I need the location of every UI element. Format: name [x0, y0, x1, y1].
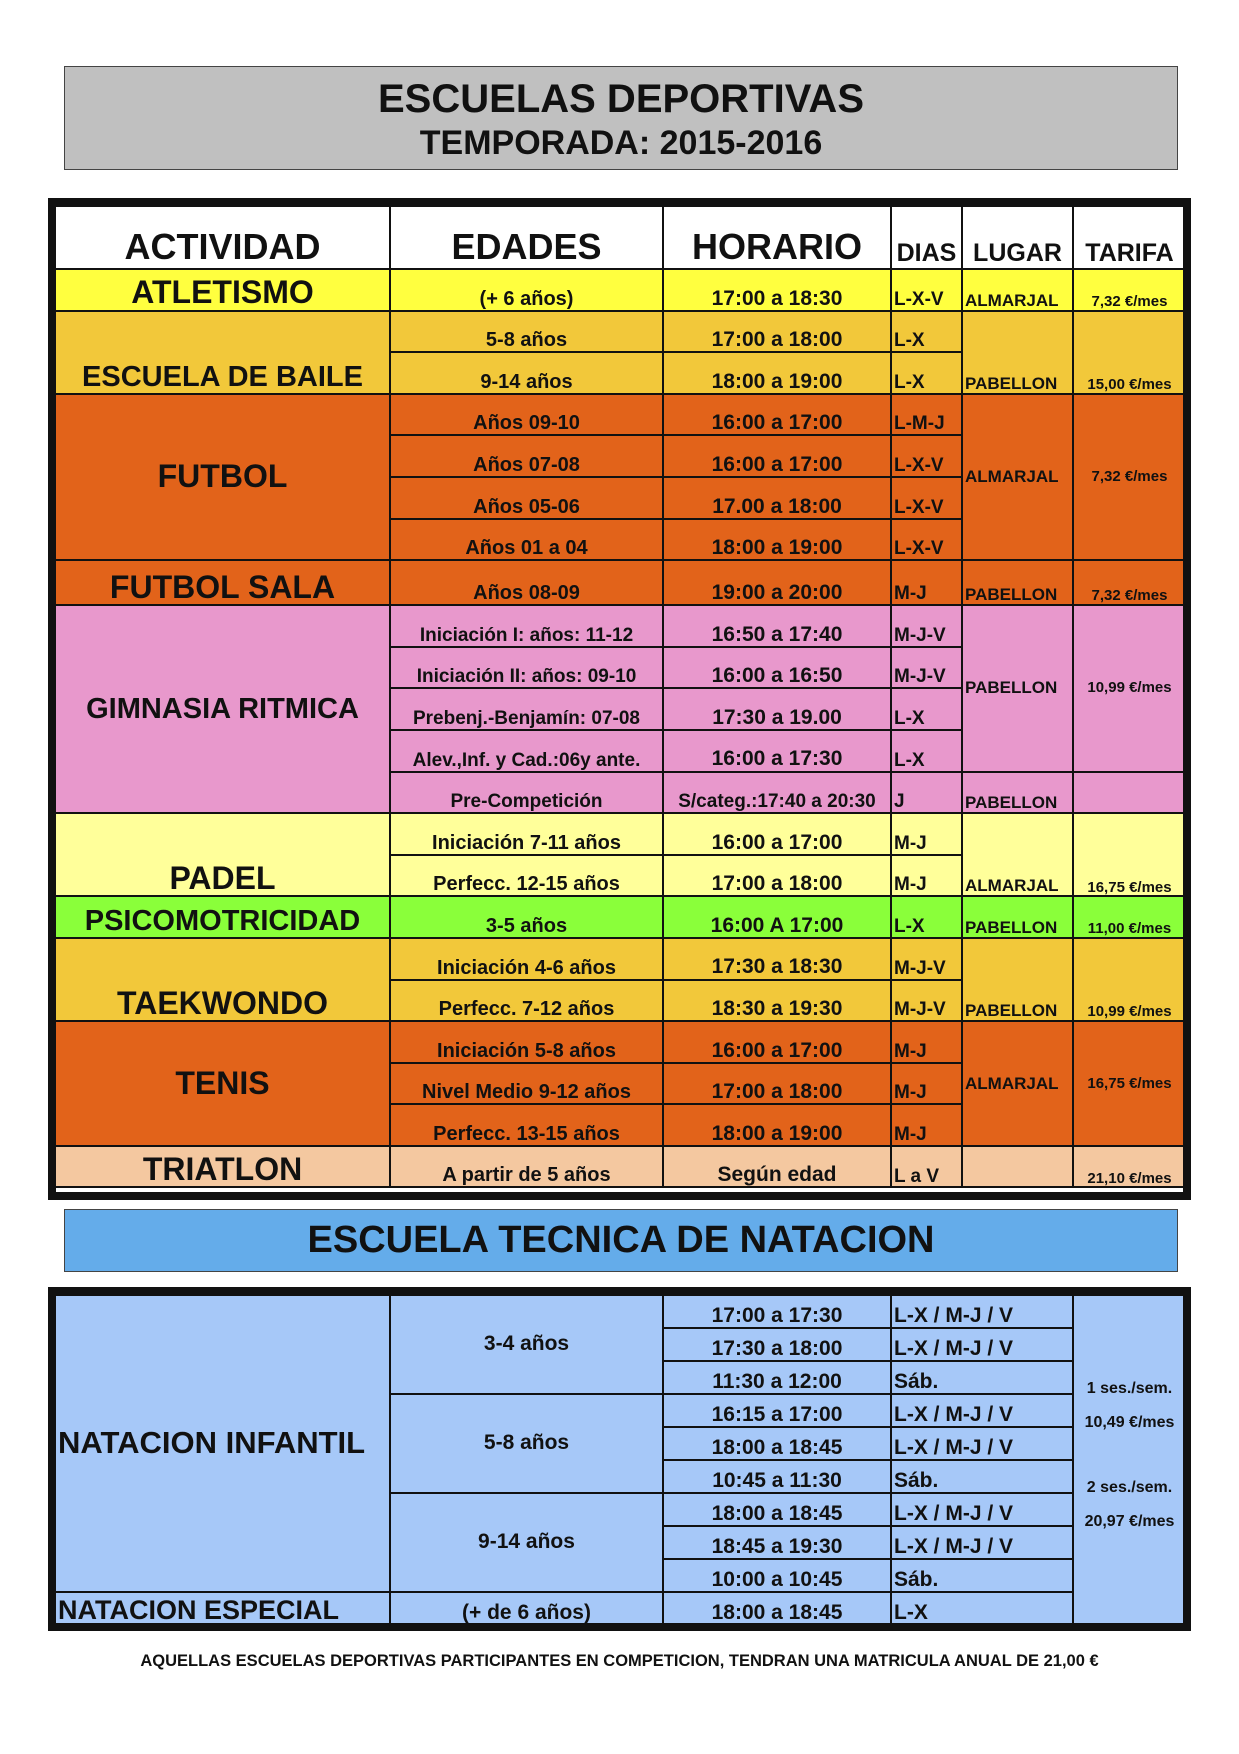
dias-cell: L-X: [891, 1592, 1073, 1625]
horario-cell: 17:00 a 18:00: [663, 1063, 891, 1105]
edad-cell: Perfecc. 7-12 años: [390, 980, 663, 1022]
title-box: [64, 66, 1178, 170]
lugar-cell: PABELLON: [962, 311, 1073, 394]
tarifa-sessions-1: 1 ses./sem.: [1086, 1379, 1173, 1397]
table-row: [55, 311, 1186, 353]
tarifa-cell: 21,10 €/mes: [1073, 1146, 1186, 1188]
natacion-table: [54, 1294, 1187, 1626]
table-row: [55, 813, 1186, 855]
horario-cell: 17:00 a 18:30: [663, 269, 891, 311]
horario-cell: 18:45 a 19:30: [663, 1526, 891, 1559]
activity-name: ATLETISMO: [55, 269, 390, 311]
horario-cell: S/categ.:17:40 a 20:30: [663, 772, 891, 814]
activity-name: ESCUELA DE BAILE: [55, 311, 390, 394]
horario-cell: 17:30 a 19.00: [663, 688, 891, 730]
edad-cell: Años 08-09: [390, 560, 663, 605]
horario-cell: 16:00 a 17:00: [663, 813, 891, 855]
activity-name: PADEL: [55, 813, 390, 896]
table-row: [55, 269, 1186, 311]
natacion-especial-label: NATACION ESPECIAL: [55, 1592, 390, 1625]
table-row: [55, 1592, 1186, 1625]
horario-cell: 19:00 a 20:00: [663, 560, 891, 605]
horario-cell: 16:00 a 17:30: [663, 730, 891, 772]
tarifa-price-2: 20,97 €/mes: [1084, 1512, 1175, 1530]
edad-cell: Iniciación I: años: 11-12: [390, 605, 663, 647]
schedule-table: [54, 205, 1187, 1188]
horario-cell: 16:50 a 17:40: [663, 605, 891, 647]
table-row: [55, 1295, 1186, 1328]
header-tarifa: TARIFA: [1073, 206, 1186, 269]
horario-cell: 18:00 a 18:45: [663, 1427, 891, 1460]
edad-cell: Iniciación II: años: 09-10: [390, 647, 663, 689]
edad-cell: (+ de 6 años): [390, 1592, 663, 1625]
header-dias: DIAS: [891, 206, 962, 269]
dias-cell: L-X: [891, 730, 962, 772]
lugar-cell: [962, 1146, 1073, 1188]
edad-cell: (+ 6 años): [390, 269, 663, 311]
horario-cell: 18:30 a 19:30: [663, 980, 891, 1022]
dias-cell: L-X-V: [891, 435, 962, 477]
edad-cell: Años 07-08: [390, 435, 663, 477]
dias-cell: Sáb.: [891, 1460, 1073, 1493]
horario-cell: 18:00 a 19:00: [663, 352, 891, 394]
horario-cell: 16:00 a 17:00: [663, 1021, 891, 1063]
tarifa-cell: 7,32 €/mes: [1073, 394, 1186, 560]
dias-cell: M-J: [891, 813, 962, 855]
tarifa-cell: 10,99 €/mes: [1073, 605, 1186, 771]
tarifa-price-1: 10,49 €/mes: [1084, 1413, 1175, 1431]
horario-cell: 18:00 a 18:45: [663, 1493, 891, 1526]
table-row: [55, 394, 1186, 436]
activity-name: TAEKWONDO: [55, 938, 390, 1021]
dias-cell: M-J: [891, 855, 962, 897]
lugar-cell: ALMARJAL: [962, 269, 1073, 311]
natacion-tarifas: [1073, 1295, 1186, 1625]
dias-cell: J: [891, 772, 962, 814]
horario-cell: 18:00 a 19:00: [663, 519, 891, 561]
dias-cell: L-M-J: [891, 394, 962, 436]
edad-cell: A partir de 5 años: [390, 1146, 663, 1188]
page-title: ESCUELAS DEPORTIVAS: [378, 77, 864, 121]
edad-cell: Perfecc. 12-15 años: [390, 855, 663, 897]
horario-cell: 10:00 a 10:45: [663, 1559, 891, 1592]
lugar-cell: PABELLON: [962, 605, 1073, 771]
dias-cell: M-J-V: [891, 647, 962, 689]
horario-cell: 17:30 a 18:30: [663, 938, 891, 980]
horario-cell: 16:00 a 17:00: [663, 394, 891, 436]
table-row: [55, 605, 1186, 647]
activity-name: PSICOMOTRICIDAD: [55, 896, 390, 938]
edad-cell: Iniciación 5-8 años: [390, 1021, 663, 1063]
horario-cell: 17.00 a 18:00: [663, 477, 891, 519]
horario-cell: 16:15 a 17:00: [663, 1394, 891, 1427]
activity-name: FUTBOL SALA: [55, 560, 390, 605]
horario-cell: 18:00 a 19:00: [663, 1104, 891, 1146]
horario-cell: 18:00 a 18:45: [663, 1592, 891, 1625]
table-row: [55, 896, 1186, 938]
dias-cell: M-J: [891, 560, 962, 605]
table-row: [55, 560, 1186, 605]
tarifa-cell: 11,00 €/mes: [1073, 896, 1186, 938]
page-subtitle: TEMPORADA: 2015-2016: [419, 124, 823, 162]
horario-cell: 16:00 a 16:50: [663, 647, 891, 689]
horario-cell: 17:30 a 18:00: [663, 1328, 891, 1361]
edad-cell: Años 09-10: [390, 394, 663, 436]
table-row: [55, 938, 1186, 980]
tarifa-cell: [1073, 772, 1186, 814]
horario-cell: 10:45 a 11:30: [663, 1460, 891, 1493]
lugar-cell: ALMARJAL: [962, 813, 1073, 896]
dias-cell: L-X: [891, 352, 962, 394]
edad-cell: Prebenj.-Benjamín: 07-08: [390, 688, 663, 730]
dias-cell: M-J: [891, 1021, 962, 1063]
dias-cell: L-X: [891, 688, 962, 730]
edad-cell: 9-14 años: [390, 352, 663, 394]
lugar-cell: ALMARJAL: [962, 394, 1073, 560]
header-lugar: LUGAR: [962, 206, 1073, 269]
dias-cell: L-X-V: [891, 269, 962, 311]
dias-cell: L-X / M-J / V: [891, 1493, 1073, 1526]
table-row: [55, 1021, 1186, 1063]
edad-cell: Años 01 a 04: [390, 519, 663, 561]
natacion-title: ESCUELA TECNICA DE NATACION: [64, 1209, 1178, 1272]
dias-cell: L-X-V: [891, 477, 962, 519]
tarifa-cell: 16,75 €/mes: [1073, 813, 1186, 896]
horario-cell: Según edad: [663, 1146, 891, 1188]
edad-cell: Alev.,Inf. y Cad.:06y ante.: [390, 730, 663, 772]
edad-cell: Iniciación 7-11 años: [390, 813, 663, 855]
lugar-cell: ALMARJAL: [962, 1021, 1073, 1146]
edad-cell: 3-4 años: [390, 1295, 663, 1394]
tarifa-cell: 15,00 €/mes: [1073, 311, 1186, 394]
horario-cell: 16:00 A 17:00: [663, 896, 891, 938]
dias-cell: M-J-V: [891, 605, 962, 647]
dias-cell: Sáb.: [891, 1559, 1073, 1592]
dias-cell: L-X / M-J / V: [891, 1394, 1073, 1427]
tarifa-cell: 10,99 €/mes: [1073, 938, 1186, 1021]
header-actividad: ACTIVIDAD: [55, 206, 390, 269]
activity-name: TRIATLON: [55, 1146, 390, 1188]
dias-cell: M-J-V: [891, 980, 962, 1022]
horario-cell: 16:00 a 17:00: [663, 435, 891, 477]
edad-cell: Nivel Medio 9-12 años: [390, 1063, 663, 1105]
activity-name: GIMNASIA RITMICA: [55, 605, 390, 813]
lugar-cell: PABELLON: [962, 938, 1073, 1021]
dias-cell: L-X / M-J / V: [891, 1526, 1073, 1559]
edad-cell: 5-8 años: [390, 311, 663, 353]
tarifa-cell: 16,75 €/mes: [1073, 1021, 1186, 1146]
dias-cell: L-X: [891, 896, 962, 938]
edad-cell: 3-5 años: [390, 896, 663, 938]
dias-cell: M-J: [891, 1063, 962, 1105]
footer-note: AQUELLAS ESCUELAS DEPORTIVAS PARTICIPANTES EN COMPETICION, TENDRAN UNA MATRICULA ANUAL DE 21,00 €: [140, 1652, 1099, 1670]
edad-cell: Pre-Competición: [390, 772, 663, 814]
activity-name: TENIS: [55, 1021, 390, 1146]
edad-cell: Perfecc. 13-15 años: [390, 1104, 663, 1146]
edad-cell: Iniciación 4-6 años: [390, 938, 663, 980]
dias-cell: M-J-V: [891, 938, 962, 980]
dias-cell: L a V: [891, 1146, 962, 1188]
activity-name: FUTBOL: [55, 394, 390, 560]
lugar-cell: PABELLON: [962, 772, 1073, 814]
edad-cell: 5-8 años: [390, 1394, 663, 1493]
dias-cell: L-X / M-J / V: [891, 1427, 1073, 1460]
tarifa-cell: 7,32 €/mes: [1073, 560, 1186, 605]
natacion-infantil-label: NATACION INFANTIL: [55, 1295, 390, 1592]
edad-cell: 9-14 años: [390, 1493, 663, 1592]
tarifa-cell: 7,32 €/mes: [1073, 269, 1186, 311]
lugar-cell: PABELLON: [962, 560, 1073, 605]
tarifa-sessions-2: 2 ses./sem.: [1086, 1478, 1173, 1496]
dias-cell: Sáb.: [891, 1361, 1073, 1394]
dias-cell: L-X-V: [891, 519, 962, 561]
dias-cell: L-X: [891, 311, 962, 353]
dias-cell: L-X / M-J / V: [891, 1328, 1073, 1361]
horario-cell: 11:30 a 12:00: [663, 1361, 891, 1394]
edad-cell: Años 05-06: [390, 477, 663, 519]
horario-cell: 17:00 a 18:00: [663, 855, 891, 897]
header-edades: EDADES: [390, 206, 663, 269]
horario-cell: 17:00 a 17:30: [663, 1295, 891, 1328]
horario-cell: 17:00 a 18:00: [663, 311, 891, 353]
lugar-cell: PABELLON: [962, 896, 1073, 938]
table-header: [55, 206, 1186, 269]
header-horario: HORARIO: [663, 206, 891, 269]
table-row: [55, 1146, 1186, 1188]
dias-cell: M-J: [891, 1104, 962, 1146]
dias-cell: L-X / M-J / V: [891, 1295, 1073, 1328]
